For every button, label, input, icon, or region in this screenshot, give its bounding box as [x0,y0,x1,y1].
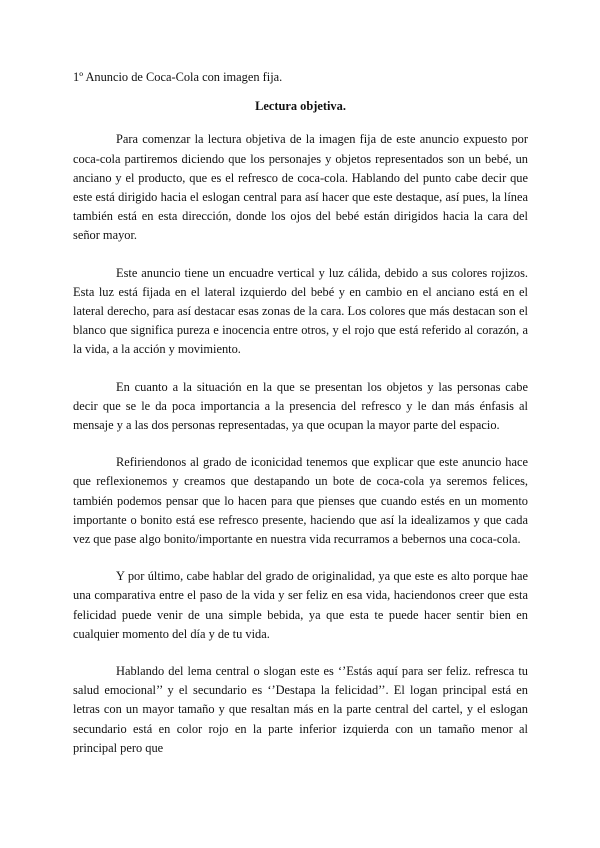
document-body [73,68,528,776]
paragraph-5: Y por último, cabe hablar del grado de originalidad, ya que este es alto porque hae una comparativa entre el paso de la vida y ser feliz en esa vida, haciendonos creer que esta felicidad puede venir de una simple bebida, ya que esta te puede hacer sentir bien en cualquier momento del día y de tu vida. [73,569,528,641]
section-title: Lectura objetiva. [255,99,346,114]
document-heading: 1º Anuncio de Coca-Cola con imagen fija. [73,70,283,84]
paragraph-3: En cuanto a la situación en la que se presentan los objetos y las personas cabe decir que se le da poca importancia a la presencia del refresco y le dan más énfasis al mensaje y a las dos personas representadas, ya que ocupan la mayor parte del espacio. [73,379,528,433]
paragraph-6: Hablando del lema central o slogan este es ‘’Estás aquí para ser feliz. refresca tu salud emocional’’ y el secundario es ‘’Destapa la felicidad’’. El logan principal está en letras con un mayor tamaño y que resaltan más en la parte central del cartel, y el eslogan secundario está en color rojo en la parte inferior izquierda con un tamaño menor al principal pero que [73,664,528,755]
paragraph-1: Para comenzar la lectura objetiva de la imagen fija de este anuncio expuesto por coca-cola partiremos diciendo que los personajes y objetos representados son un bebé, un anciano y el producto, que es el refresco de coca-cola. Hablando del punto cabe decir que este está dirigido hacia el eslogan central para así hacer que este destaque, así pues, la línea también está en esta dirección, donde los ojos del bebé están dirigidos hacia la cara del señor mayor. [73,132,528,243]
paragraph-4: Refiriendonos al grado de iconicidad tenemos que explicar que este anuncio hace que reflexionemos y creamos que destapando un bote de coca-cola ya seremos felices, también podemos pensar que lo hacen para que pienses que cuando estés en un momento importante o bonito está ese refresco presente, haciendo que así la idealizamos y que cada vez que pase algo bonito/importante en nuestra vida recurramos a bebernos una coca-cola. [73,455,528,547]
paragraph-2: Este anuncio tiene un encuadre vertical y luz cálida, debido a sus colores rojizos. Esta luz está fijada en el lateral izquierdo del bebé y en cambio en el anciano está en el lateral derecho, para así destacar esas zonas de la cara. Los colores que más destacan son el blanco que significa pureza e inocencia entre otros, y el rojo que está referido al corazón, a la vida, a la acción y movimiento. [73,265,528,357]
